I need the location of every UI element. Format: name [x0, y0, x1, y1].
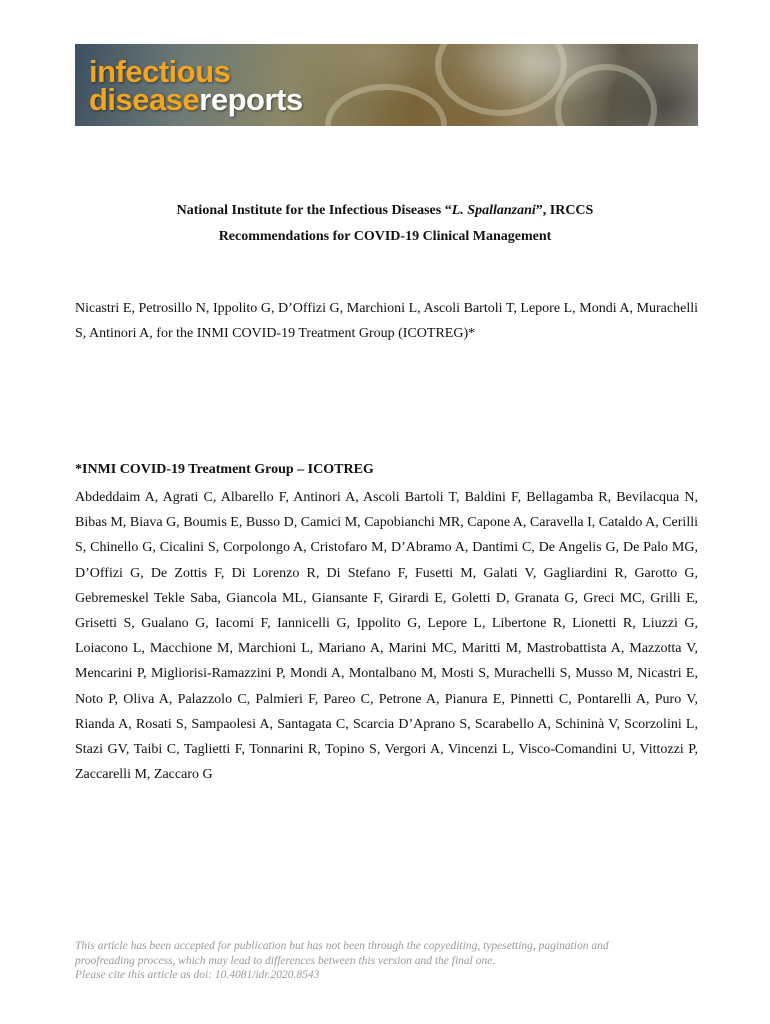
acceptance-note: [75, 939, 698, 983]
journal-logo-line2: [89, 84, 303, 115]
group-member-list: Abdeddaim A, Agrati C, Albarello F, Antinori A, Ascoli Bartoli T, Baldini F, Bellagamba R, Bevilacqua N, Bibas M, Biava G, Boumis E, Busso D, Camici M, Capobianchi MR, Capone A, Caravella I, Cataldo A, Cerilli S, Chinello G, Cicalini S, Corpolongo A, Cristofaro M, D’Abramo A, Dantimi C, De Angelis G, De Palo MG, D’Offizi G, De Zottis F, Di Lorenzo R, Di Stefano F, Fusetti M, Galati V, Gagliardini R, Garotto G, Gebremeskel Tekle Saba, Giancola ML, Giansante F, Girardi E, Goletti D, Granata G, Greci MC, Grilli E, Grisetti S, Gualano G, Iacomi F, Iannicelli G, Ippolito G, Lepore L, Libertone R, Lionetti R, Liuzzi G, Loiacono L, Macchione M, Marchioni L, Mariano A, Marini MC, Maritti M, Mastrobattista A, Mazzotta V, Mencarini P, Migliorisi-Ramazzini P, Mondi A, Montalbano M, Mosti S, Murachelli S, Musso M, Nicastri E, Noto P, Oliva A, Palazzolo C, Palmieri F, Pareo C, Petrone A, Pianura E, Pinnetti C, Pontarelli A, Puro V, Rianda A, Rosati S, Sampaolesi A, Santagata C, Scarcia D’Aprano S, Scarabello A, Schininà V, Scorzolini L, Stazi GV, Taibi C, Taglietti F, Tonnarini R, Topino S, Vergori A, Vincenzi L, Visco-Comandini U, Vittozzi P, Zaccarelli M, Zaccaro G: [75, 490, 698, 783]
acceptance-note-line: This article has been accepted for publication but has not been through the copyediting, typesetting, pagination and: [75, 940, 609, 952]
title-italic: L. Spallanzani: [451, 203, 536, 218]
paper-title: [0, 203, 770, 219]
journal-logo-disease: disease: [89, 82, 200, 117]
banner-swirl-decoration: [325, 84, 447, 126]
title-suffix: ”, IRCCS: [535, 203, 594, 218]
author-list: Nicastri E, Petrosillo N, Ippolito G, D’Offizi G, Marchioni L, Ascoli Bartoli T, Lepore L, Mondi A, Murachelli S, Antinori A, for the INMI COVID-19 Treatment Group (ICOTREG)*: [75, 301, 698, 341]
acceptance-note-line: proofreading process, which may lead to differences between this version and the final one.: [75, 954, 496, 967]
journal-logo-reports: reports: [199, 82, 303, 117]
banner-swirl-decoration: [435, 44, 567, 116]
doi-citation: Please cite this article as doi: 10.4081/idr.2020.8543: [75, 969, 320, 981]
group-heading: *INMI COVID-19 Treatment Group – ICOTREG: [75, 462, 374, 477]
paper-subtitle: Recommendations for COVID-19 Clinical Management: [218, 229, 552, 244]
journal-banner: [75, 44, 698, 126]
title-prefix: National Institute for the Infectious Diseases “: [176, 203, 452, 218]
banner-swirl-decoration: [555, 64, 657, 126]
journal-logo-line1: infectious: [89, 54, 231, 89]
